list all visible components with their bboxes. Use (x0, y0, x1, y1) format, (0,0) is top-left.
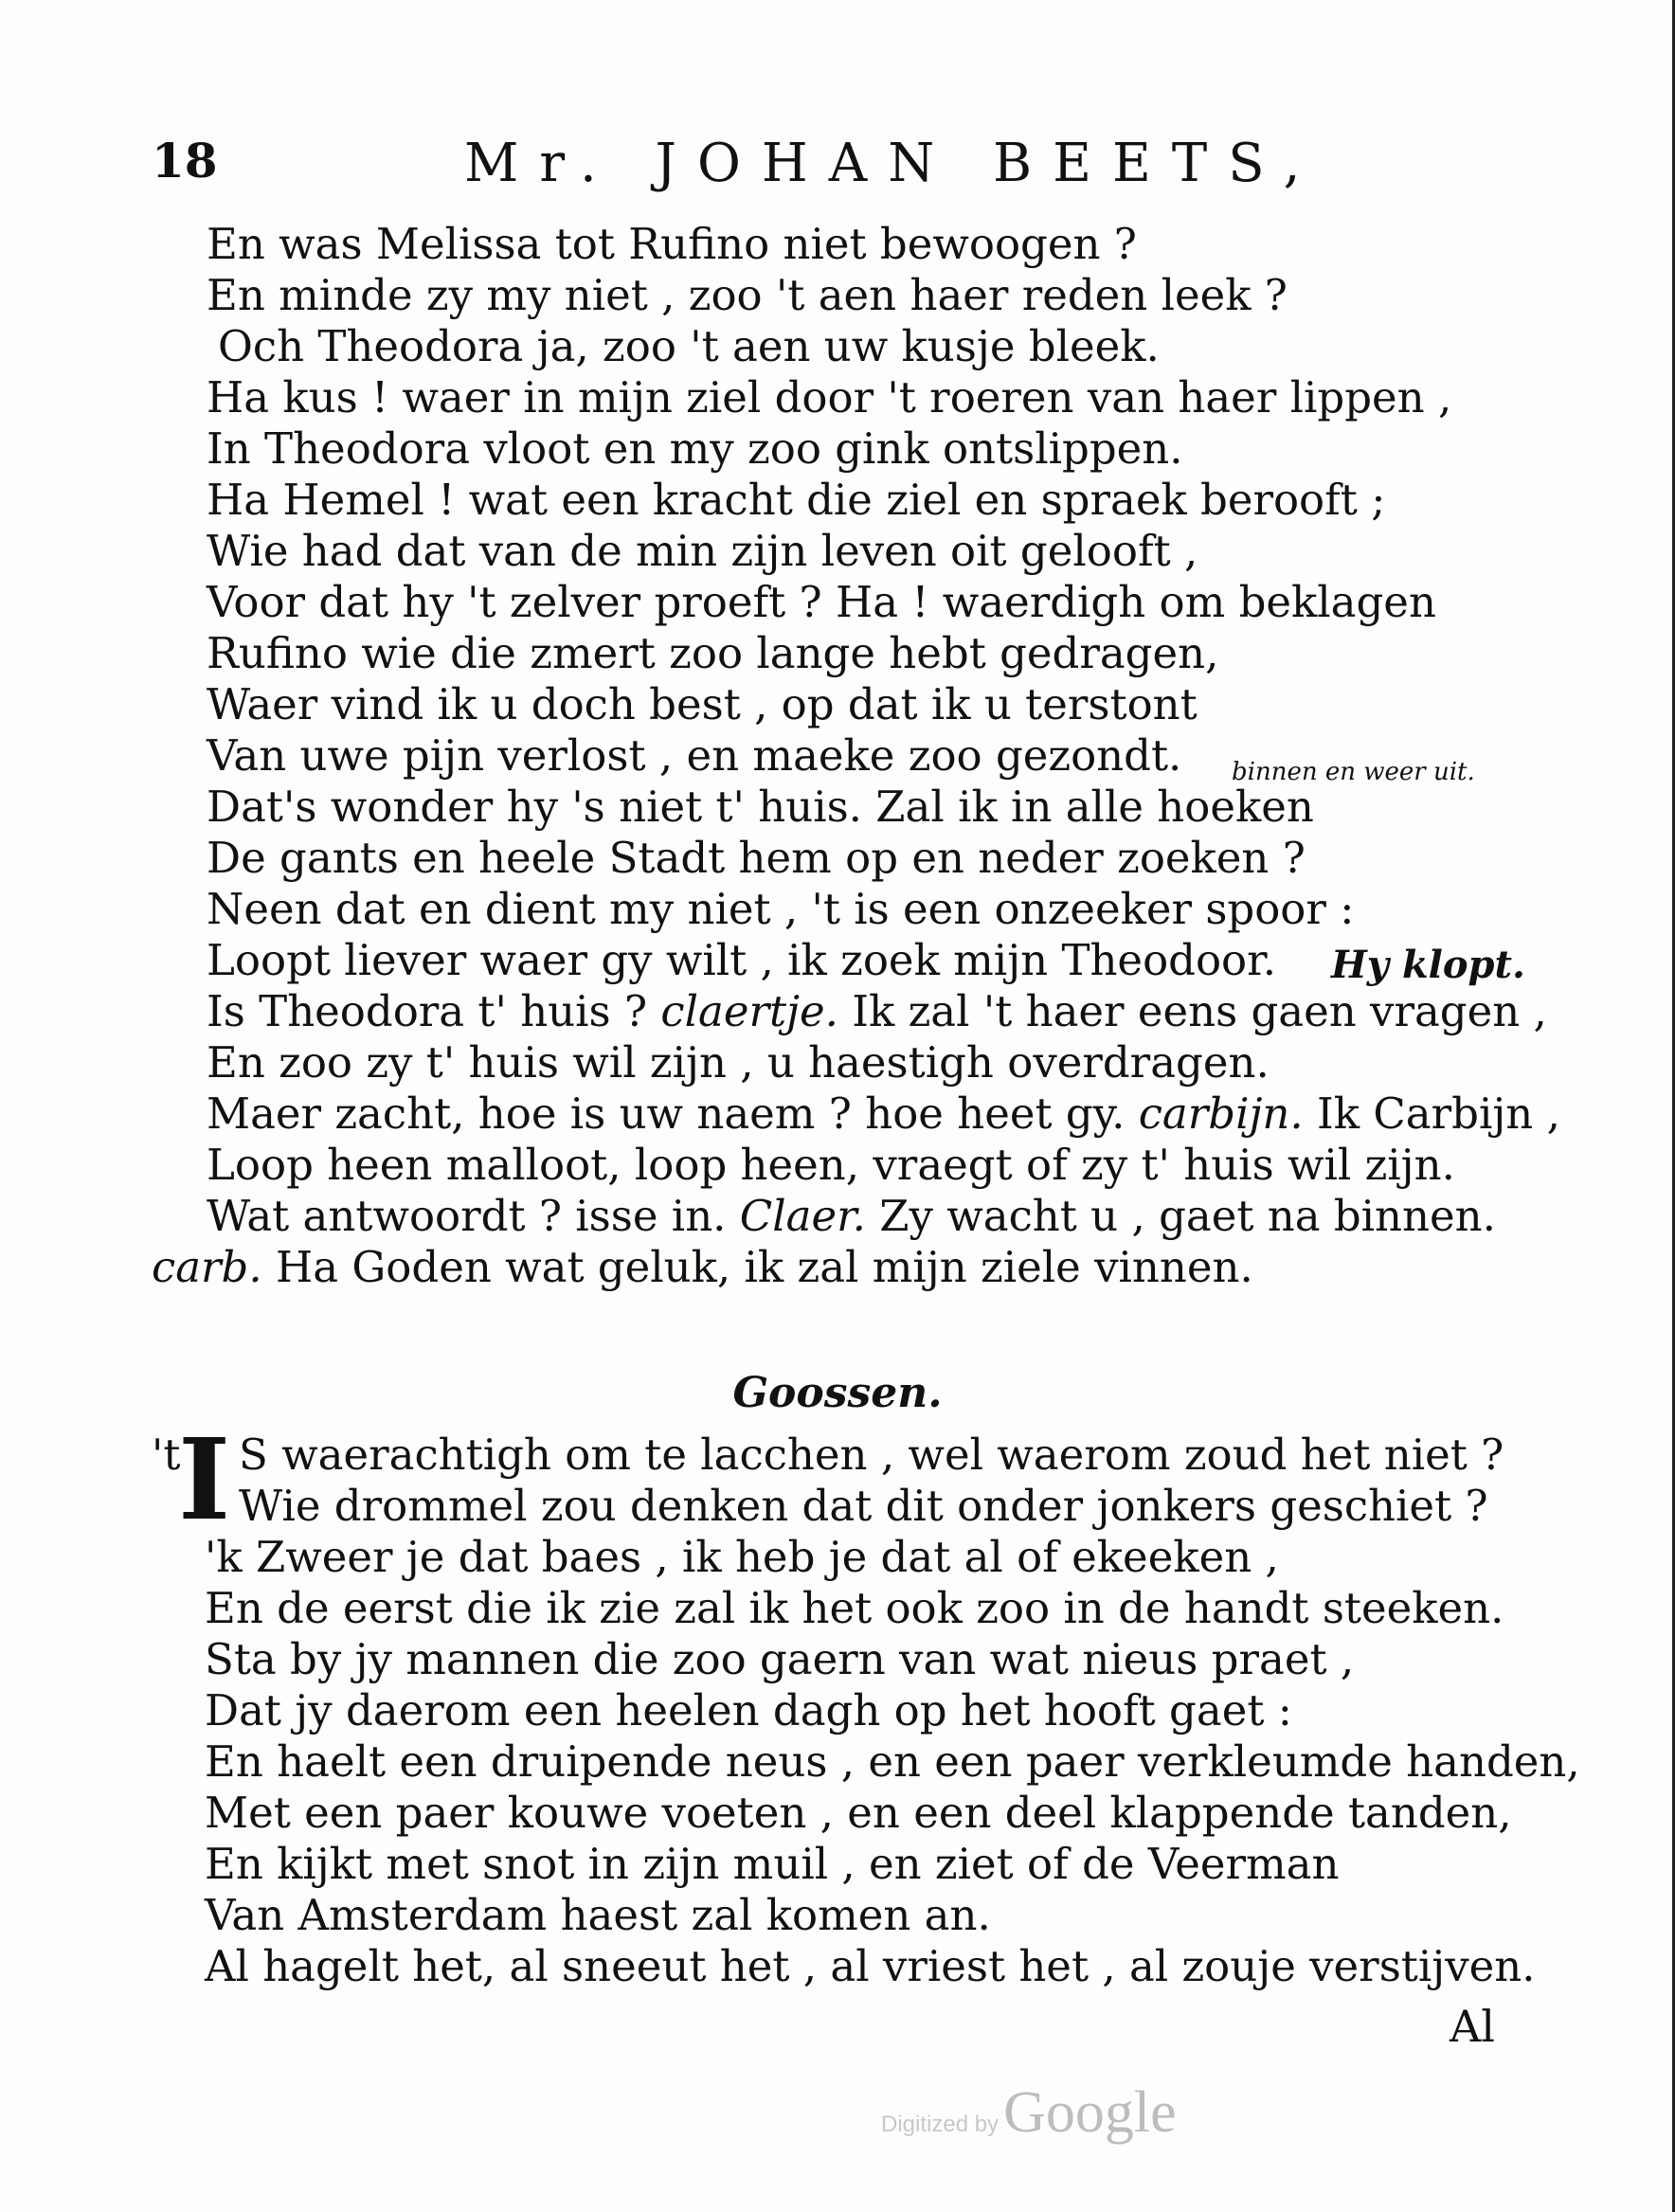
verse-line (207, 987, 1547, 1036)
verse-line: En zoo zy t' huis wil zijn , u haestigh overdragen. (207, 1037, 1270, 1088)
verse-line: Sta by jy mannen die zoo gaern van wat nieus praet , (205, 1634, 1355, 1684)
verse-line: En was Melissa tot Rufino niet bewoogen ? (207, 219, 1137, 269)
verse-line: En kijkt met snot in zijn muil , en ziet of de Veerman (205, 1839, 1340, 1889)
verse-text: Ik zal 't haer eens gaen vragen , (852, 986, 1547, 1036)
watermark-prefix: Digitized by (881, 2112, 1000, 2137)
verse-line: Voor dat hy 't zelver proeft ? Ha ! waerdigh om beklagen (207, 577, 1436, 627)
verse-text: Wat antwoordt ? isse in. (207, 1191, 727, 1241)
verse-line (207, 1192, 1496, 1241)
verse-line: Wie had dat van de min zijn leven oit gelooft , (207, 526, 1198, 576)
verse-line: In Theodora vloot en my zoo gink ontslippen. (207, 423, 1183, 474)
verse-line: Van uwe pijn verlost , en maeke zoo gezondt. (207, 730, 1182, 781)
verse-line: 'k Zweer je dat baes , ik heb je dat al of ekeeken , (205, 1532, 1279, 1582)
verse-line: Van Amsterdam haest zal komen an. (205, 1890, 991, 1940)
verse-text: Maer zacht, hoe is uw naem ? hoe heet gy. (207, 1088, 1126, 1139)
verse-text: Is Theodora t' huis ? (207, 986, 648, 1036)
speaker-carb: carb. (152, 1242, 262, 1292)
google-logo: Google (1003, 2080, 1177, 2145)
running-title: Mr. JOHAN BEETS, (464, 133, 1322, 194)
verse-line: S waerachtigh om te lacchen , wel waerom zoud het niet ? (239, 1430, 1504, 1480)
verse-line: Loopt liever waer gy wilt , ik zoek mijn Theodoor. (207, 935, 1277, 985)
verse-line: En minde zy my niet , zoo 't aen haer reden leek ? (207, 270, 1288, 320)
verse-line: Dat jy daerom een heelen dagh op het hooft gaet : (205, 1685, 1292, 1735)
verse-line-prefix: 't (152, 1430, 181, 1480)
section-heading-goossen: Goossen. (732, 1369, 943, 1417)
verse-line: En de eerst die ik zie zal ik het ook zoo in de handt steeken. (205, 1583, 1504, 1633)
verse-line: Dat's wonder hy 's niet t' huis. Zal ik in alle hoeken (207, 782, 1314, 832)
verse-line: De gants en heele Stadt hem op en neder zoeken ? (207, 833, 1306, 883)
speaker-claertje: claertje. (660, 986, 838, 1036)
verse-line: Ha Hemel ! wat een kracht die ziel en spraek berooft ; (207, 475, 1386, 525)
verse-text: Ha Goden wat geluk, ik zal mijn ziele vinnen. (275, 1242, 1253, 1292)
speaker-carbijn: carbijn. (1138, 1088, 1304, 1139)
verse-line: Wie drommel zou denken dat dit onder jonkers geschiet ? (239, 1481, 1488, 1531)
verse-line: Loop heen malloot, loop heen, vraegt of zy t' huis wil zijn. (207, 1140, 1455, 1190)
drop-cap: I (178, 1413, 231, 1545)
verse-line: Ha kus ! waer in mijn ziel door 't roeren van haer lippen , (207, 372, 1452, 423)
speaker-claer: Claer. (739, 1191, 866, 1241)
verse-line: Neen dat en dient my niet , 't is een onzeeker spoor : (207, 884, 1355, 934)
verse-text: Ik Carbijn , (1317, 1088, 1560, 1139)
verse-line: Waer vind ik u doch best , op dat ik u terstont (207, 679, 1198, 729)
verse-line: Met een paer kouwe voeten , en een deel klappende tanden, (205, 1788, 1512, 1838)
stage-direction-klopt: Hy klopt. (1331, 943, 1525, 987)
verse-line: Och Theodora ja, zoo 't aen uw kusje bleek. (218, 321, 1160, 371)
stage-direction-binnen: binnen en weer uit. (1232, 758, 1475, 786)
catchword: Al (1450, 2001, 1495, 2052)
verse-line: En haelt een druipende neus , en een paer verkleumde handen, (205, 1736, 1580, 1787)
verse-line (152, 1243, 1253, 1292)
verse-line: Al hagelt het, al sneeut het , al vriest het , al zouje verstijven. (205, 1941, 1536, 1991)
page-number: 18 (152, 133, 218, 189)
verse-line (207, 1089, 1560, 1139)
verse-text: Zy wacht u , gaet na binnen. (879, 1191, 1496, 1241)
verse-line: Rufino wie die zmert zoo lange hebt gedragen, (207, 628, 1219, 678)
digitized-watermark (881, 2079, 1177, 2147)
page-header (152, 133, 1535, 218)
